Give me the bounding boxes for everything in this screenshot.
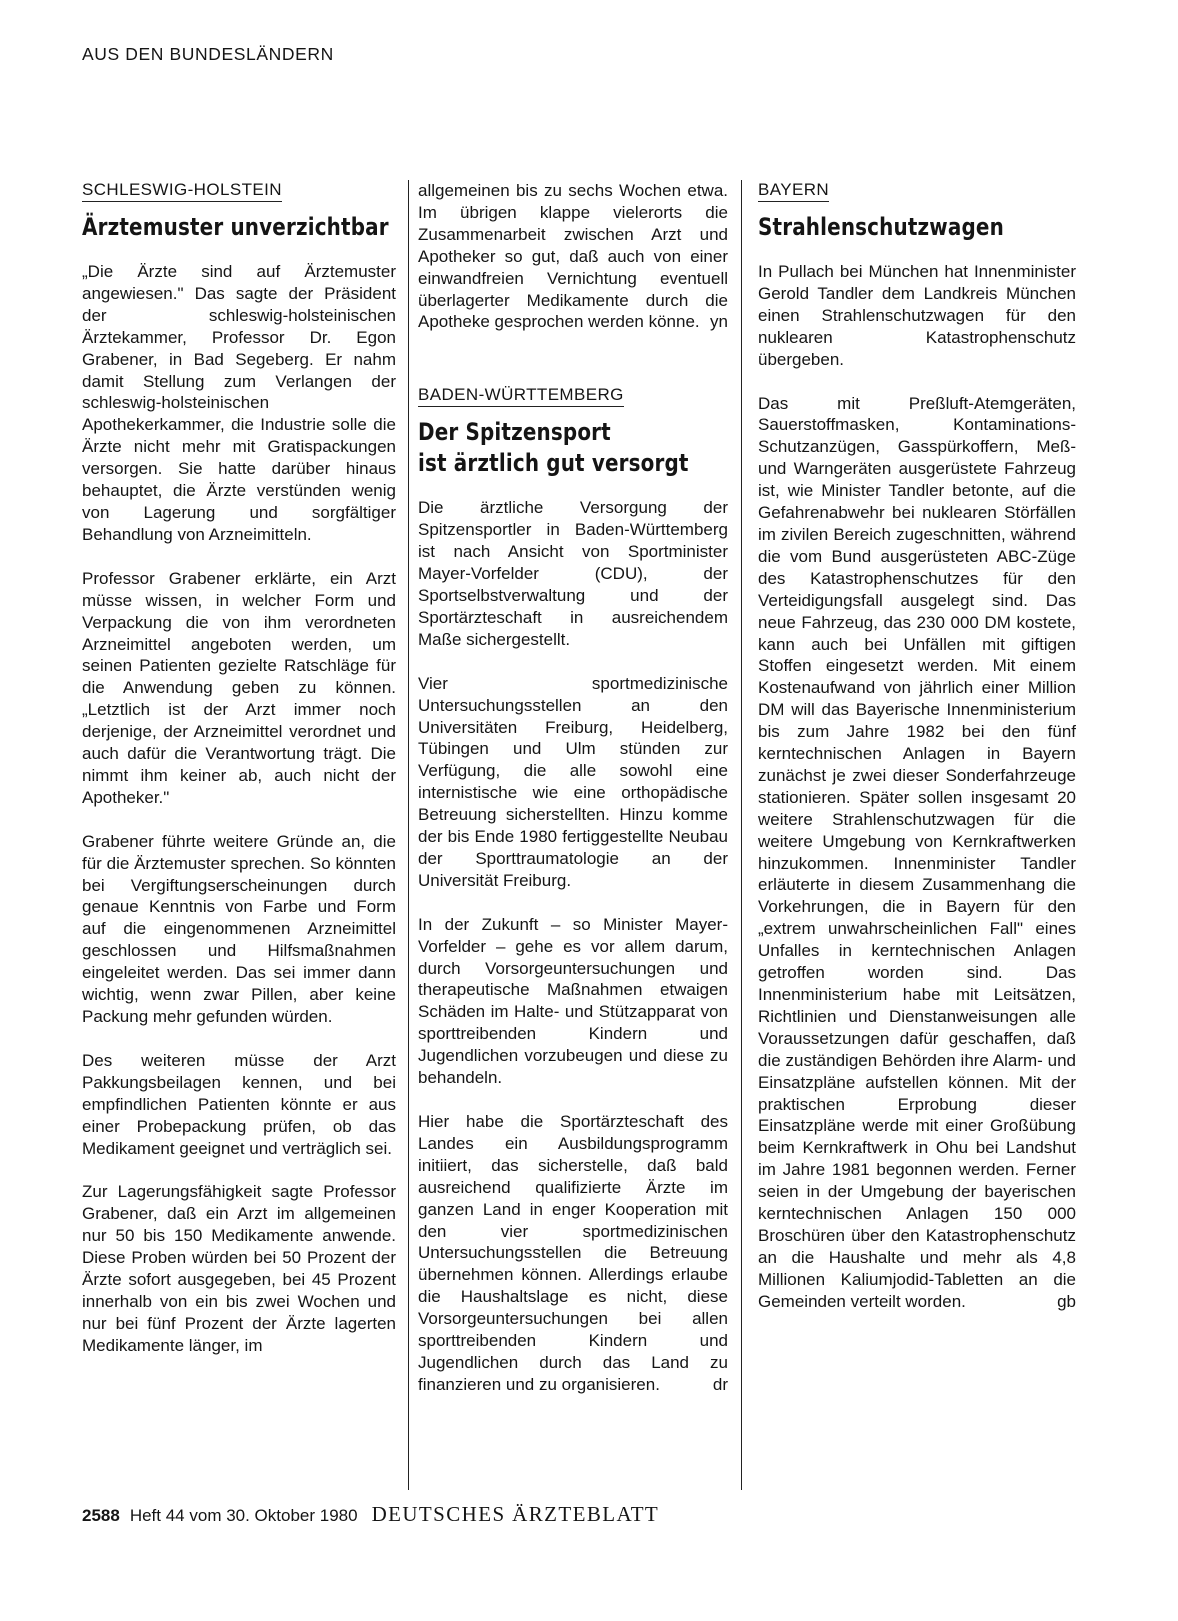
article-paragraph: „Die Ärzte sind auf Ärztemuster angewiesen." Das sagte der Präsident der schleswig-holsteinischen Ärztekammer, Professor Dr. Egon Grabener, in Bad Segeberg. Er nahm damit Stellung zum Verlangen der schleswig-holsteinischen Apothekerkammer, die Industrie solle die Ärzte nicht mehr mit Gratispackungen versorgen. Sie hatte darüber hinaus behauptet, die Ärzte verstünden wenig von Lagerung und sorgfältiger Behandlung von Arzneimitteln. — [82, 262, 396, 544]
page-number: 2588 — [82, 1506, 120, 1525]
continuation-text: allgemeinen bis zu sechs Wochen etwa. Im übrigen klappe vielerorts die Zusammenarbeit zwischen Arzt und Apotheker so gut, daß auch von einer einwandfreien Vernichtung eventuell überlagerter Medikamente durch die Apotheke gesprochen werden könne. — [418, 181, 728, 332]
author-signature: dr — [712, 1374, 728, 1394]
column-bayern — [758, 180, 1076, 1335]
article-headline — [418, 417, 740, 479]
column-divider — [741, 180, 742, 1490]
page-footer — [82, 1502, 659, 1527]
paragraph-text: Das mit Preßluft-Atemgeräten, Sauerstoffmasken, Kontaminations-Schutzanzügen, Gasspürkoffern, Meß- und Warngeräten ausgerüstete Fahrzeug ist, wie Minister Tandler betonte, auf die Gefahrenabwehr bei nuklearen Störfällen im zivilen Bereich zugeschnitten, während die vom Bund ausgerüsteten ABC-Züge des Katastrophenschutzes für den Verteidigungsfall ausgelegt sind. Das neue Fahrzeug, das 230 000 DM kostete, kann auch bei Unfällen mit giftigen Stoffen eingesetzt werden. Mit einem Kostenaufwand von jährlich einer Million DM will das Bayerische Innenministerium bis zum Jahre 1982 bei den fünf kerntechnischen Anlagen in Bayern zunächst je zwei dieser Sonderfahrzeuge stationieren. Später sollen insgesamt 20 weitere Strahlenschutzwagen für die weitere Umgebung von Kernkraftwerken hinzukommen. Innenminister Tandler erläuterte in diesem Zusammenhang die Vorkehrungen, die in Bayern für den „extrem unwahrscheinlichen Fall" eines Unfalles in kerntechnischen Anlagen getroffen worden sind. Das Innenministerium habe mit Leitsätzen, Richtlinien und Dienstanweisungen alle Voraussetzungen dafür geschaffen, daß die zuständigen Behörden ihre Alarm- und Einsatzpläne aufstellen können. Mit der praktischen Erprobung dieser Einsatzpläne werde mit einer Großübung beim Kernkraftwerk in Ohu bei Landshut im Jahre 1981 begonnen werden. Ferner seien in der Umgebung der bayerischen kerntechnischen Anlagen 150 000 Broschüren über den Katastrophenschutz an die Haushalte und mehr als 4,8 Millionen Kaliumjodid-Tabletten an die Gemeinden verteilt worden. — [758, 393, 1076, 1311]
column-schleswig-holstein — [82, 180, 396, 1379]
region-label: BADEN-WÜRTTEMBERG — [418, 385, 624, 407]
issue-info: Heft 44 vom 30. Oktober 1980 — [129, 1506, 358, 1525]
region-label: BAYERN — [758, 180, 829, 202]
section-header: AUS DEN BUNDESLÄNDERN — [82, 44, 334, 64]
region-label: SCHLESWIG-HOLSTEIN — [82, 180, 282, 202]
article-headline — [758, 212, 1088, 243]
article-paragraph: Grabener führte weitere Gründe an, die für die Ärztemuster sprechen. So könnten bei Vergiftungserscheinungen durch genaue Kenntnis von Farbe und Form auf die eingenommenen Arzneimittel geschlossen und Hilfsmaßnahmen eingeleitet werden. Das sei immer dann wichtig, wenn zwar Pillen, aber keine Packung mehr gefunden würden. — [82, 831, 396, 1026]
headline-line: Der Spitzensport — [418, 418, 611, 447]
magazine-name: DEUTSCHES ÄRZTEBLATT — [371, 1502, 660, 1526]
article-paragraph — [418, 1111, 728, 1396]
column-baden-wuerttemberg — [418, 180, 728, 1418]
article-headline — [82, 212, 408, 243]
column-divider — [408, 180, 409, 1490]
headline-line: ist ärztlich gut versorgt — [418, 449, 689, 478]
article-paragraph — [758, 393, 1076, 1313]
headline-line: Strahlenschutzwagen — [758, 213, 1004, 241]
article-paragraph: Professor Grabener erklärte, ein Arzt müsse wissen, in welcher Form und Verpackung die von ihm verordneten Arzneimittel angeboten werden, um seinen Patienten gezielte Ratschläge für die Anwendung geben zu können. „Letztlich ist der Arzt immer noch derjenige, der Arzneimittel verordnet und auch dafür die Verantwortung trägt. Die nimmt ihm keiner ab, auch nicht der Apotheker." — [82, 568, 396, 807]
author-signature: yn — [710, 312, 728, 332]
author-signature: gb — [1057, 1291, 1076, 1311]
paragraph-text: Hier habe die Sportärzteschaft des Landes ein Ausbildungsprogramm initiiert, das sicherstelle, daß bald ausreichend qualifizierte Ärzte im ganzen Land in enger Kooperation mit den vier sportmedizinischen Untersuchungsstellen die Betreuung übernehmen können. Allerdings erlaube die Haushaltslage es nicht, diese Vorsorgeuntersuchungen bei allen sporttreibenden Kindern und Jugendlichen durch das Land zu finanzieren und zu organisieren. — [418, 1112, 728, 1394]
article-paragraph: Des weiteren müsse der Arzt Pakkungsbeilagen kennen, und bei empfindlichen Patienten könnte er aus einer Probepackung prüfen, ob das Medikament geeignet und verträglich sei. — [82, 1050, 396, 1158]
article-paragraph: Vier sportmedizinische Untersuchungsstellen an den Universitäten Freiburg, Heidelberg, Tübingen und Ulm stünden zur Verfügung, die alle sowohl eine internistische wie eine orthopädische Betreuung sicherstellten. Hinzu komme der bis Ende 1980 fertiggestellte Neubau der Sporttraumatologie an der Universität Freiburg. — [418, 673, 728, 890]
article-paragraph: Die ärztliche Versorgung der Spitzensportler in Baden-Württemberg ist nach Ansicht von Sportminister Mayer-Vorfelder (CDU), der Sportselbstverwaltung und der Sportärzteschaft in ausreichendem Maße sichergestellt. — [418, 498, 728, 649]
article-continuation — [418, 180, 728, 333]
article-paragraph: Zur Lagerungsfähigkeit sagte Professor Grabener, daß ein Arzt im allgemeinen nur 50 bis 150 Medikamente anwende. Diese Proben würden bei 50 Prozent der Ärzte sofort ausgegeben, bei 45 Prozent innerhalb von ein bis zwei Wochen und nur bei fünf Prozent der Ärzte lagerten Medikamente länger, im — [82, 1182, 396, 1355]
article-paragraph: In der Zukunft – so Minister Mayer-Vorfelder – gehe es vor allem darum, durch Vorsorgeuntersuchungen und therapeutische Maßnahmen etwaigen Schäden im Halte- und Stützapparat von sporttreibenden Kindern und Jugendlichen vorzubeugen und diese zu behandeln. — [418, 914, 728, 1088]
headline-line: Ärztemuster unverzichtbar — [82, 213, 389, 241]
article-paragraph: In Pullach bei München hat Innenminister Gerold Tandler dem Landkreis München einen Strahlenschutzwagen für den nuklearen Katastrophenschutz übergeben. — [758, 262, 1076, 369]
